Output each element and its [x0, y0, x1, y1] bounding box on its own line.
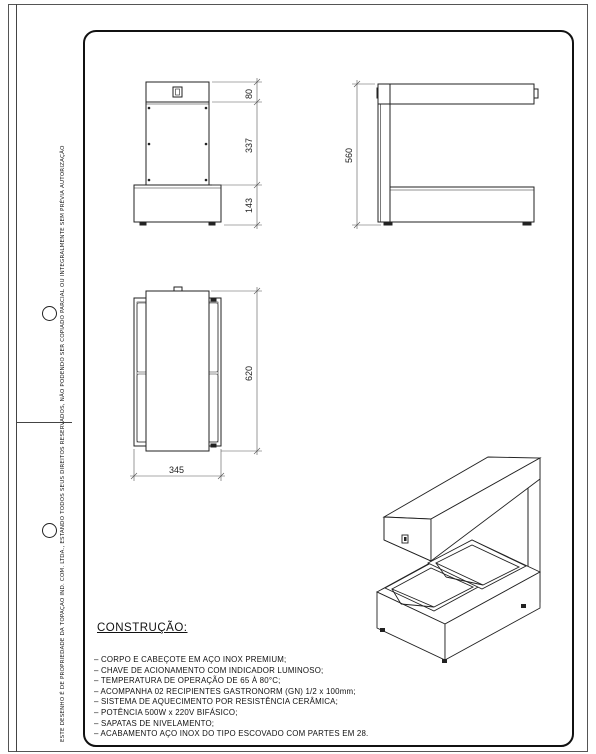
- spec-item: – TEMPERATURA DE OPERAÇÃO DE 65 À 80°C;: [94, 676, 281, 686]
- side-view: [352, 80, 538, 229]
- construction-title: CONSTRUÇÃO:: [97, 622, 188, 634]
- spec-item: – POTÊNCIA 500W x 220V BIFÁSICO;: [94, 707, 238, 717]
- binder-hole-bottom: [42, 523, 57, 538]
- spec-item: – SAPATAS DE NIVELAMENTO;: [94, 718, 215, 728]
- front-view: [134, 78, 262, 229]
- dim-base-height: 143: [244, 197, 254, 213]
- spec-item: – ACABAMENTO AÇO INOX DO TIPO ESCOVADO COM PARTES EM 28.: [94, 729, 369, 739]
- spec-item: – CHAVE DE ACIONAMENTO COM INDICADOR LUMINOSO;: [94, 665, 324, 675]
- isometric-view: [377, 457, 540, 663]
- spec-item: – SISTEMA DE AQUECIMENTO POR RESISTÊNCIA CERÂMICA;: [94, 697, 338, 707]
- page-border: [9, 5, 588, 752]
- dim-width: 345: [169, 465, 185, 475]
- dim-depth: 620: [244, 365, 254, 381]
- copyright-note: ESTE DESENHO É DE PROPRIEDADE DA TOPAÇAO IND. COM. LTDA., ESTANDO TODOS SEUS DIREITOS RESERVADOS, NÃO PODENDO SER COPIADO PARCIAL OU INTEGRALMENTE SEM PRÉVIA AUTORIZAÇÃO: [60, 145, 66, 742]
- spec-item: – ACOMPANHA 02 RECIPIENTES GASTRONORM (GN) 1/2 x 100mm;: [94, 686, 356, 696]
- construction-spec-list: [94, 655, 368, 740]
- binder-hole-top: [42, 306, 57, 321]
- dim-body-height: 337: [244, 137, 254, 153]
- dim-head-height: 80: [244, 88, 254, 99]
- spec-item: – CORPO E CABEÇOTE EM AÇO INOX PREMIUM;: [94, 655, 287, 664]
- top-view: [130, 287, 262, 481]
- dim-total-height: 560: [344, 147, 354, 163]
